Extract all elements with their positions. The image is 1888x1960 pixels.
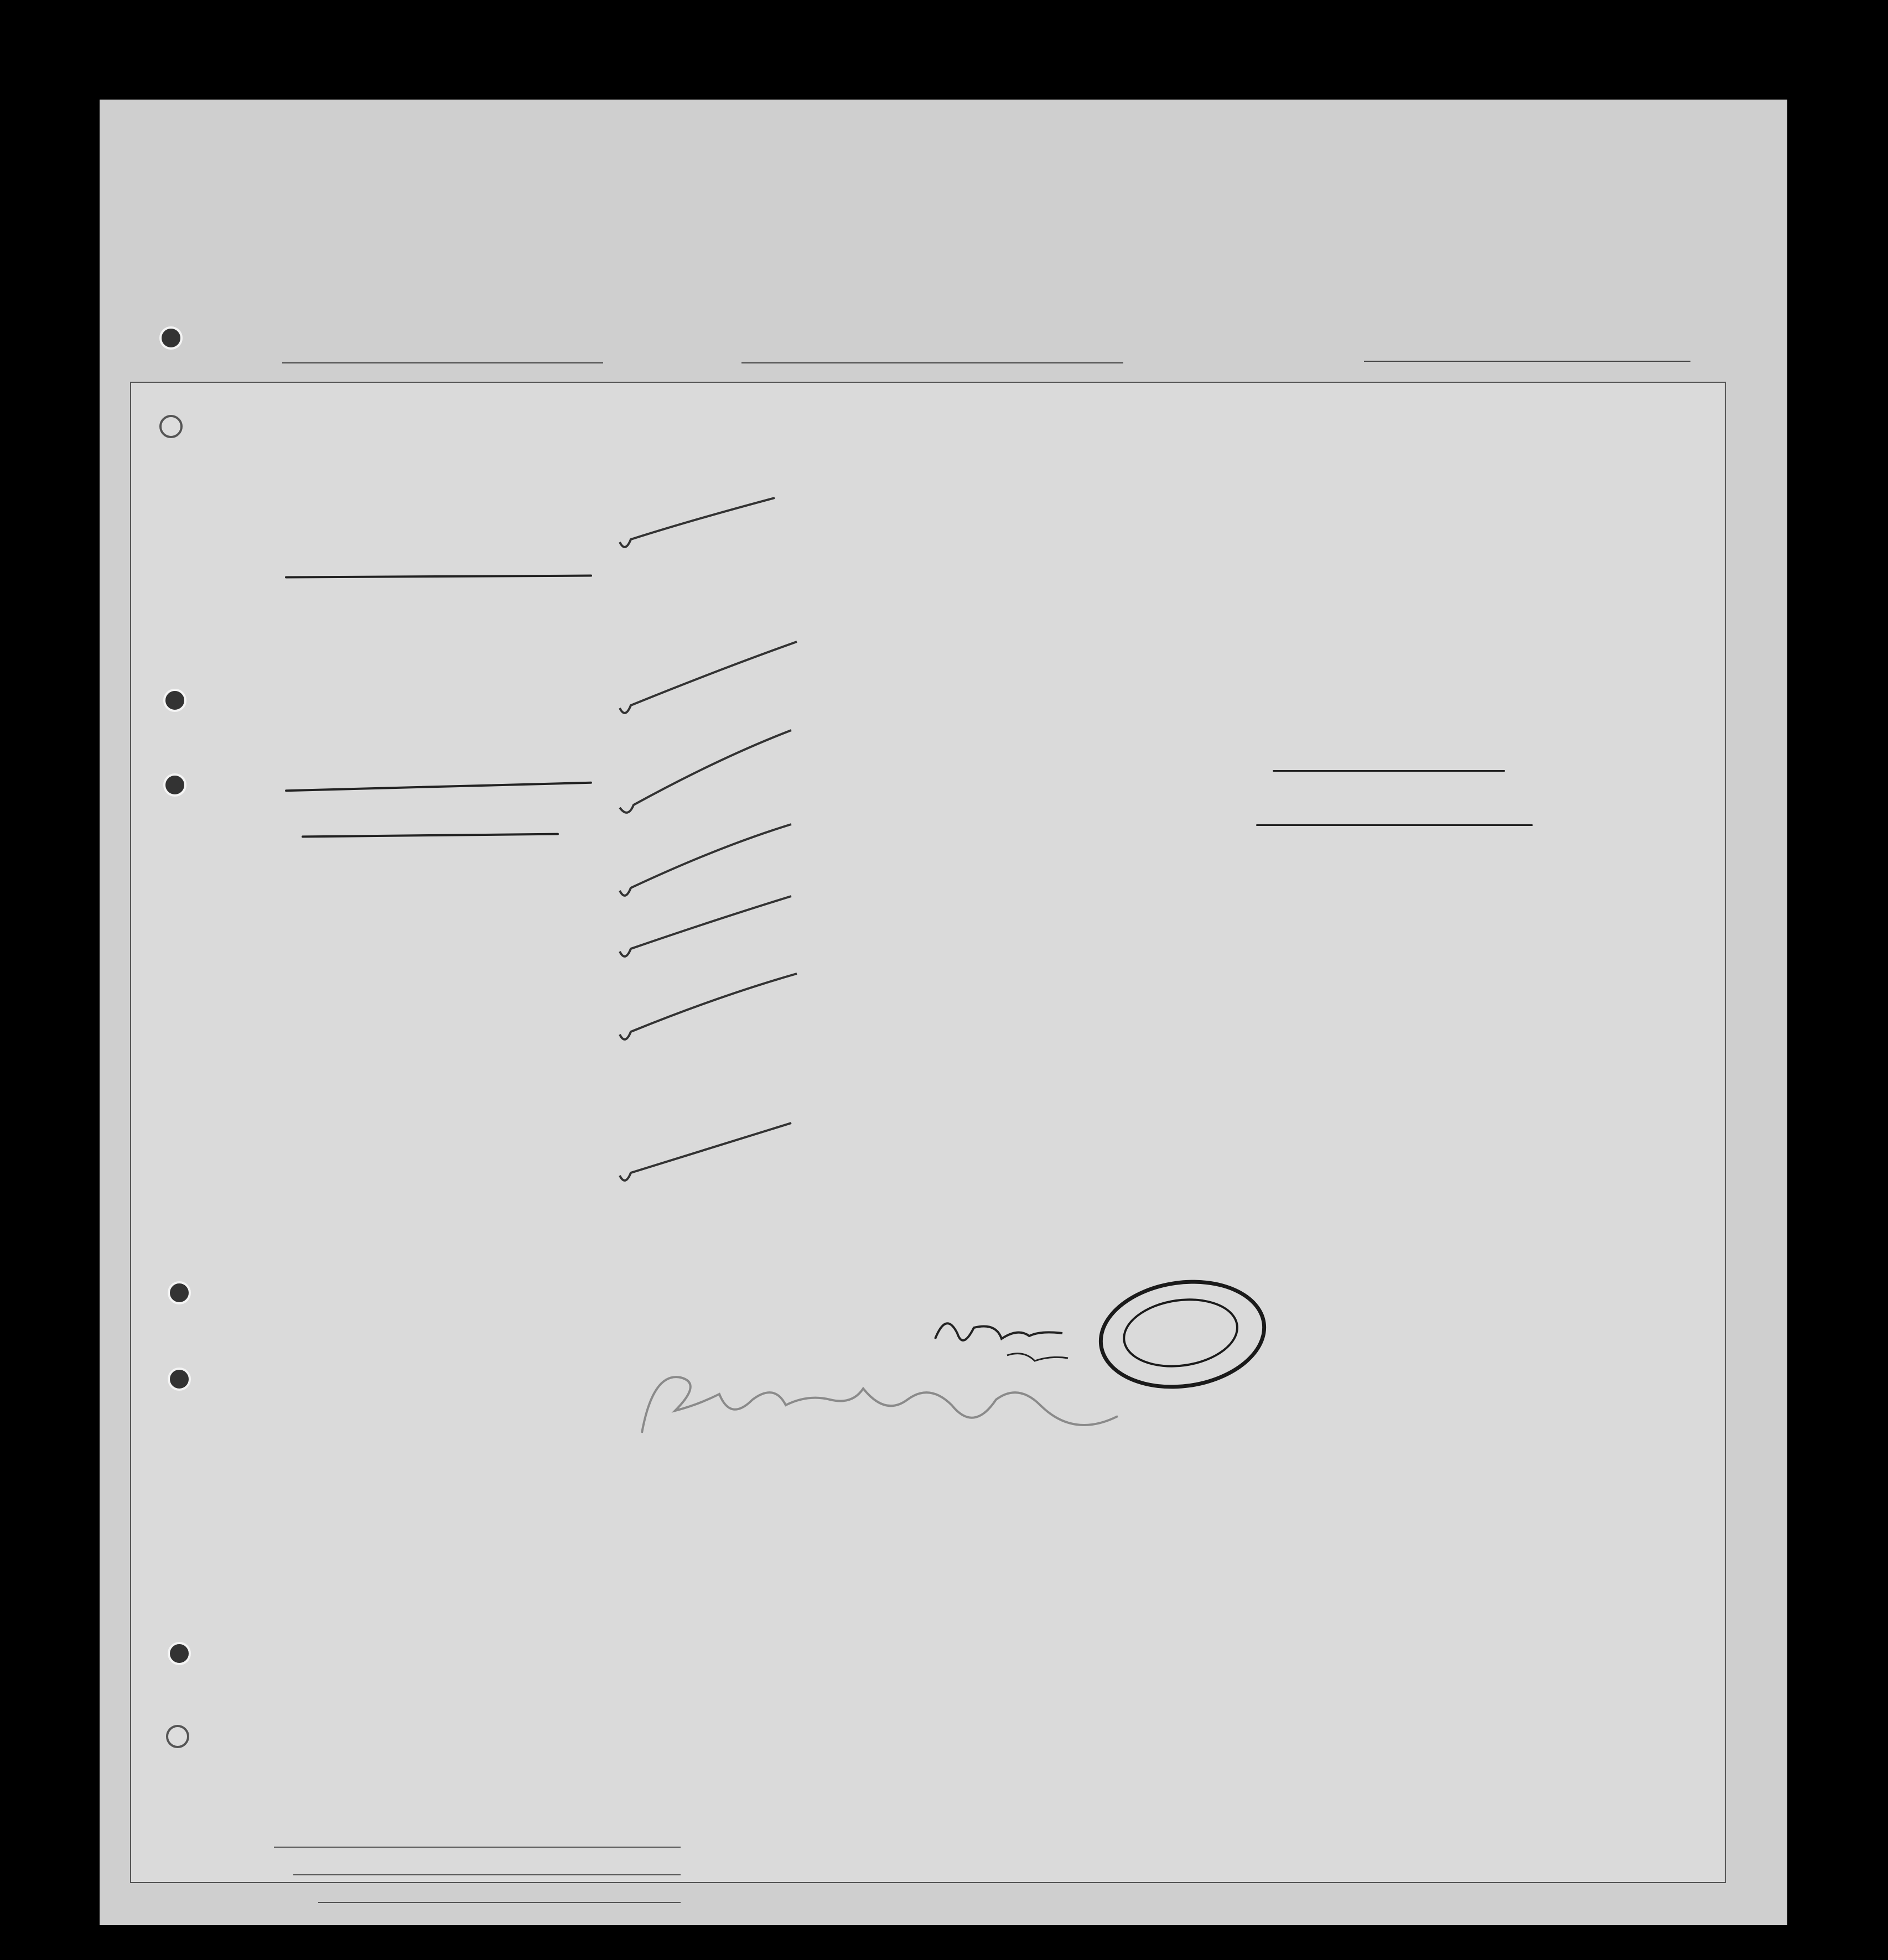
punch-hole bbox=[168, 1281, 191, 1304]
punch-hole bbox=[168, 1642, 191, 1665]
inspector-signature bbox=[631, 1350, 1140, 1444]
manifest-table bbox=[130, 382, 1726, 1883]
punch-hole bbox=[163, 773, 186, 797]
punch-hole bbox=[159, 326, 183, 350]
tick-marks bbox=[609, 487, 819, 1189]
punch-hole bbox=[163, 689, 186, 712]
punch-hole bbox=[159, 415, 183, 438]
strike-row-8-race bbox=[1256, 824, 1533, 826]
punch-hole bbox=[166, 1725, 189, 1748]
punch-hole bbox=[168, 1368, 191, 1391]
strike-row-6-race bbox=[1273, 770, 1505, 772]
